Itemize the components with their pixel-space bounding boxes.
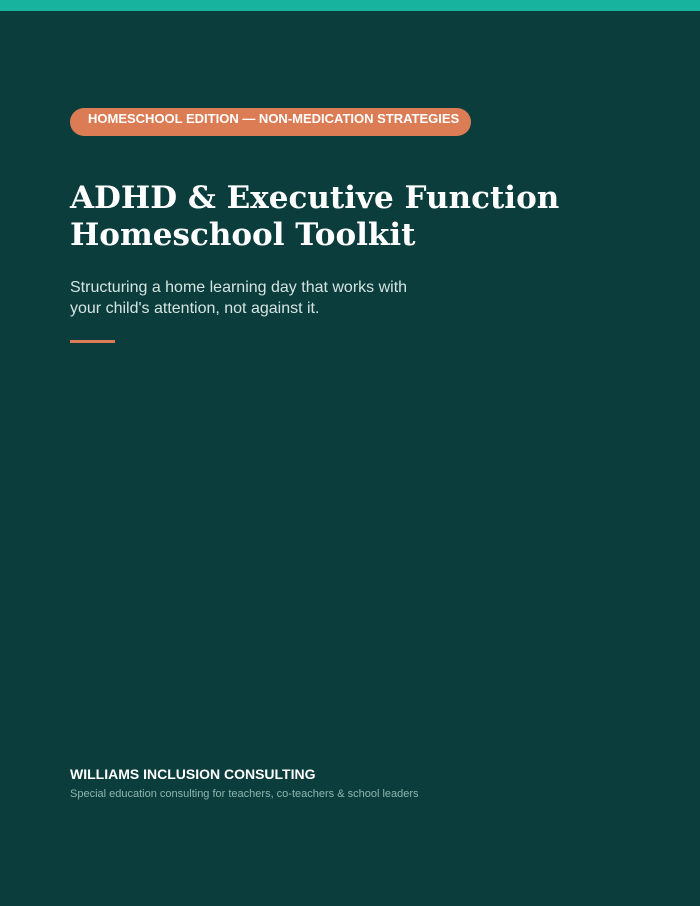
edition-badge: HOMESCHOOL EDITION — NON-MEDICATION STRATEGIES <box>70 108 471 136</box>
organization-tagline: Special education consulting for teachers, co-teachers & school leaders <box>70 788 419 800</box>
top-accent-bar <box>0 0 700 11</box>
title-line-2: Homeschool Toolkit <box>70 217 416 253</box>
document-subtitle: Structuring a home learning day that works with your child's attention, not against it. <box>70 279 408 317</box>
document-title <box>70 180 630 254</box>
accent-divider <box>70 340 115 343</box>
title-line-1: ADHD & Executive Function <box>70 180 560 216</box>
organization-name: WILLIAMS INCLUSION CONSULTING <box>70 766 316 782</box>
